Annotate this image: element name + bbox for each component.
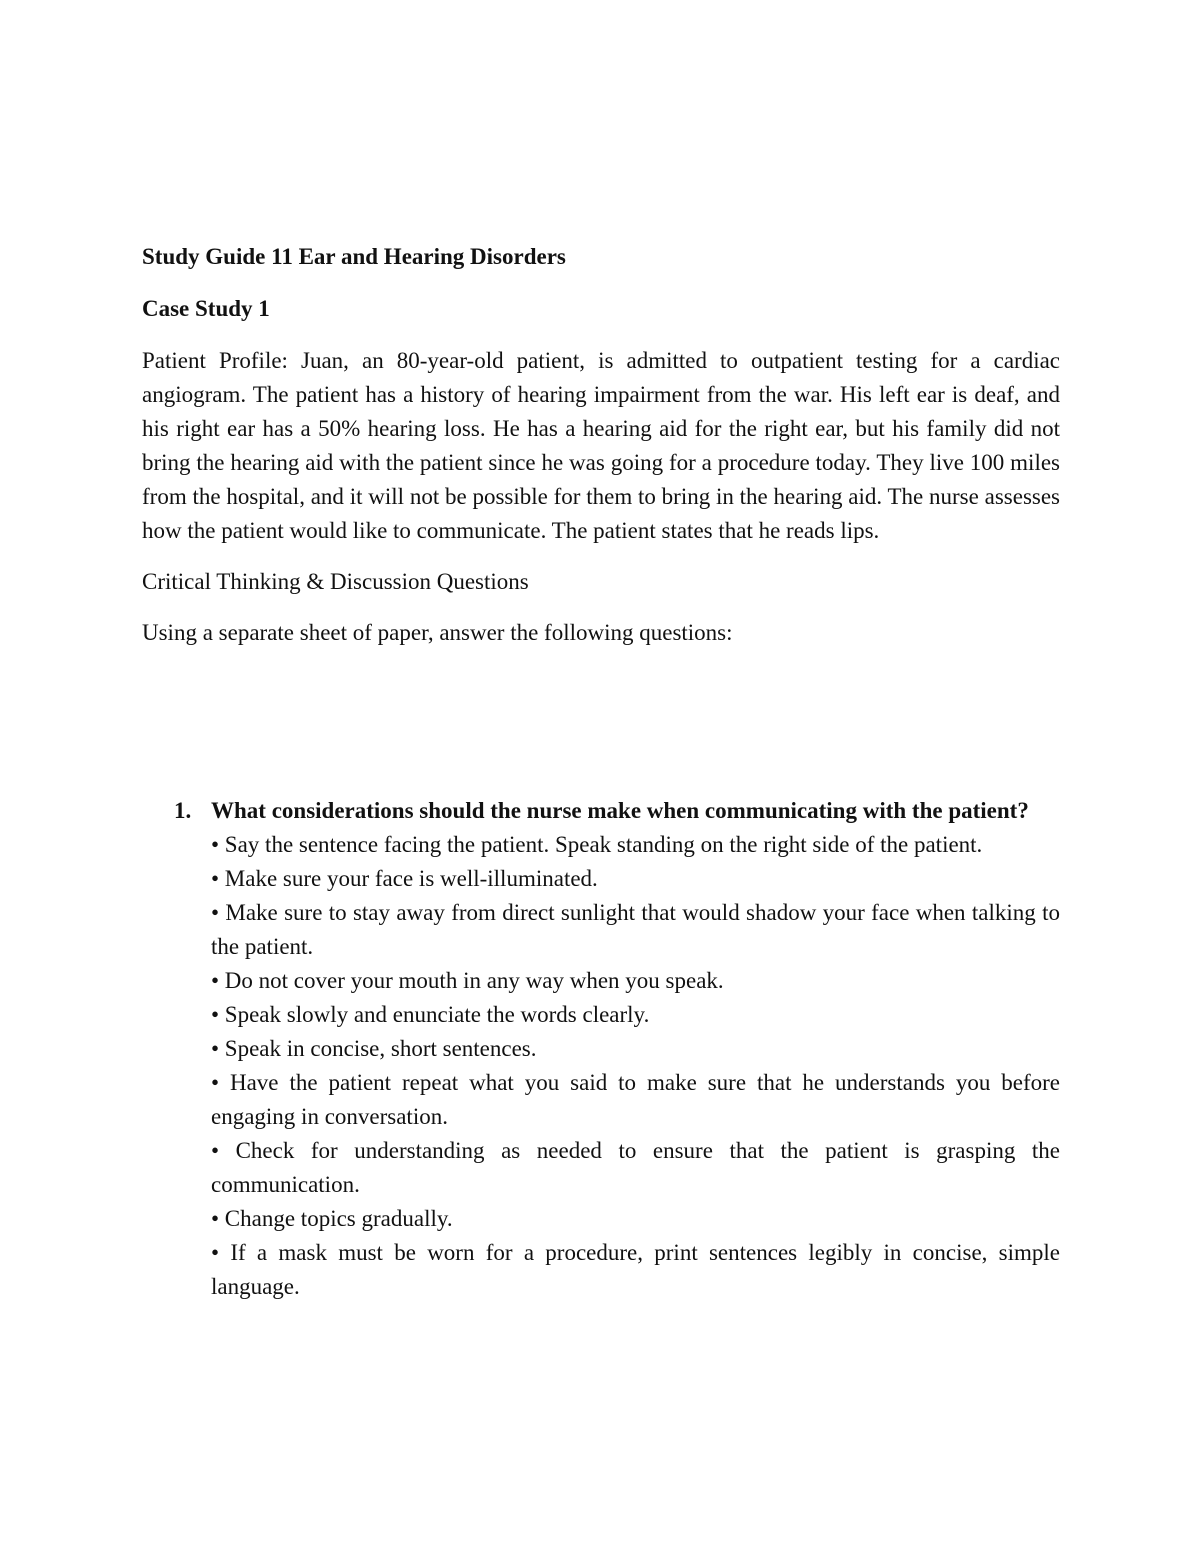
- question-text: What considerations should the nurse make when communicating with the patient?: [211, 798, 1029, 823]
- answer-item: • Say the sentence facing the patient. Speak standing on the right side of the patient.: [211, 832, 983, 857]
- question-list: [174, 794, 1060, 1304]
- document-page: [142, 240, 1060, 650]
- patient-profile-paragraph: Patient Profile: Juan, an 80-year-old patient, is admitted to outpatient testing for a cardiac angiogram. The patient has a history of hearing impairment from the war. His left ear is deaf, and his right ear has a 50% hearing loss. He has a hearing aid for the right ear, but his family did not bring the hearing aid with the patient since he was going for a procedure today. They live 100 miles from the hospital, and it will not be possible for them to bring in the hearing aid. The nurse assesses how the patient would like to communicate. The patient states that he reads lips.: [142, 348, 1060, 543]
- instruction-text: Using a separate sheet of paper, answer the following questions:: [142, 620, 733, 645]
- answer-item: • Have the patient repeat what you said to make sure that he understands you before engaging in conversation.: [211, 1070, 1060, 1129]
- answer-item: • Do not cover your mouth in any way when you speak.: [211, 968, 724, 993]
- case-study-heading: Case Study 1: [142, 296, 270, 321]
- question-number: 1.: [174, 798, 192, 823]
- answer-item: • Check for understanding as needed to ensure that the patient is grasping the communication.: [211, 1138, 1060, 1197]
- discussion-questions-heading: Critical Thinking & Discussion Questions: [142, 569, 529, 594]
- question-item: [174, 794, 1060, 1304]
- answer-item: • Make sure to stay away from direct sunlight that would shadow your face when talking to the patient.: [211, 900, 1060, 959]
- answer-item: • Make sure your face is well-illuminated.: [211, 866, 598, 891]
- answer-item: • Change topics gradually.: [211, 1206, 453, 1231]
- document-title: Study Guide 11 Ear and Hearing Disorders: [142, 244, 566, 269]
- answer-item: • Speak slowly and enunciate the words clearly.: [211, 1002, 650, 1027]
- answer-item: • If a mask must be worn for a procedure, print sentences legibly in concise, simple language.: [211, 1240, 1060, 1299]
- answer-item: • Speak in concise, short sentences.: [211, 1036, 537, 1061]
